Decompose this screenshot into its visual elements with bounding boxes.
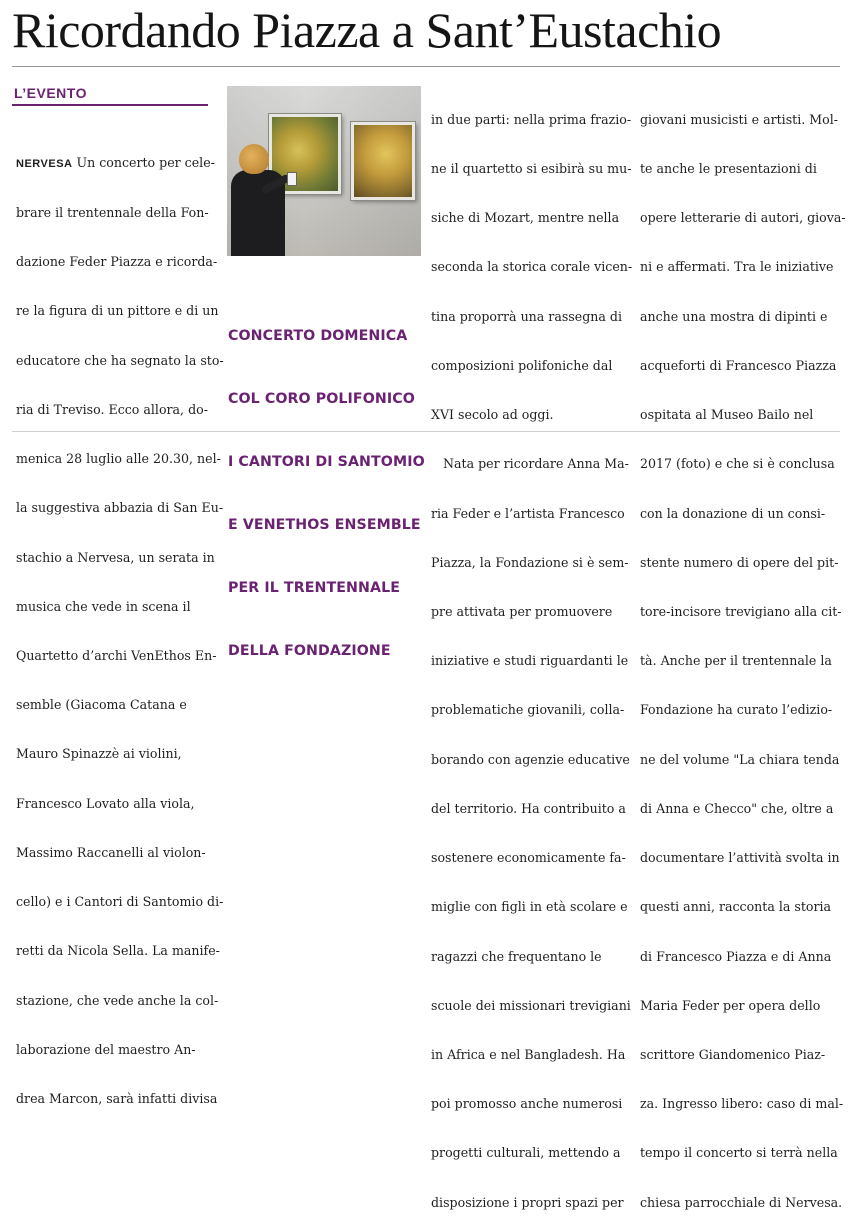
article-line: chiesa parrocchiale di Nervesa. [640, 1194, 843, 1210]
article-line: in Africa e nel Bangladesh. Ha [431, 1046, 626, 1062]
article-line-text: Un concerto per cele- [72, 154, 215, 170]
article-line: te anche le presentazioni di [640, 161, 817, 177]
article-column-1 [16, 122, 224, 1124]
pull-quote-line: CONCERTO DOMENICA [228, 328, 408, 344]
article-line: Francesco Lovato alla viola, [16, 795, 195, 811]
visitor-head [239, 144, 269, 174]
article-line: sostenere economicamente fa- [431, 850, 626, 866]
exhibition-photo [227, 86, 421, 256]
article-line: composizioni polifoniche dal [431, 357, 613, 373]
article-line: menica 28 luglio alle 20.30, nel- [16, 451, 221, 467]
article-line: brare il trentennale della Fon- [16, 205, 209, 221]
article-line: la suggestiva abbazia di San Eu- [16, 500, 224, 516]
article-line: problematiche giovanili, colla- [431, 702, 625, 718]
article-line: educatore che ha segnato la sto- [16, 352, 224, 368]
article-line: drea Marcon, sarà infatti divisa [16, 1090, 218, 1106]
article-line: stente numero di opere del pit- [640, 554, 839, 570]
article-line: Maria Feder per opera dello [640, 997, 821, 1013]
pull-quote-line: I CANTORI DI SANTOMIO [228, 454, 425, 470]
section-label: L’EVENTO [14, 85, 87, 101]
article-line: documentare l’attività svolta in [640, 850, 840, 866]
article-line: siche di Mozart, mentre nella [431, 210, 620, 226]
article-line: stazione, che vede anche la col- [16, 992, 219, 1008]
article-line: XVI secolo ad oggi. [431, 407, 554, 423]
article-line: cello) e i Cantori di Santomio di- [16, 894, 224, 910]
phone-icon [287, 172, 297, 186]
article-line: poi promosso anche numerosi [431, 1096, 623, 1112]
article-line: miglie con figli in età scolare e [431, 899, 628, 915]
headline: Ricordando Piazza a Sant’Eustachio [12, 2, 722, 58]
bottom-rule [12, 431, 840, 432]
article-line: pre attivata per promuovere [431, 604, 613, 619]
article-line: borando con agenzie educative [431, 751, 630, 767]
article-line: laborazione del maestro An- [16, 1041, 196, 1057]
article-line: con la donazione di un consi- [640, 505, 826, 521]
article-line: giovani musicisti e artisti. Mol- [640, 111, 839, 127]
article-line: semble (Giacoma Catana e [16, 697, 187, 713]
pull-quote [228, 284, 428, 683]
framed-painting [351, 122, 415, 200]
article-line: tempo il concerto si terrà nella [640, 1145, 838, 1161]
article-line: ospitata al Museo Bailo nel [640, 407, 814, 423]
article-line: Piazza, la Fondazione si è sem- [431, 554, 629, 570]
article-line: ne il quartetto si esibirà su mu- [431, 161, 632, 177]
article-line: in due parti: nella prima frazio- [431, 111, 632, 127]
article-line: questi anni, racconta la storia [640, 899, 832, 915]
article-line: ne del volume "La chiara tenda [640, 751, 840, 767]
article-line: ni e affermati. Tra le iniziative [640, 259, 834, 275]
article-line: acqueforti di Francesco Piazza [640, 357, 837, 373]
pull-quote-line: PER IL TRENTENNALE [228, 580, 401, 596]
article-line: di Anna e Checco" che, oltre a [640, 800, 834, 816]
headline-rule [12, 66, 840, 67]
article-line: retti da Nicola Sella. La manife- [16, 943, 220, 959]
article-line: Massimo Raccanelli al violon- [16, 844, 206, 860]
article-line: re la figura di un pittore e di un [16, 303, 219, 319]
article-line: Quartetto d’archi VenEthos En- [16, 648, 217, 663]
article-line: tore-incisore trevigiano alla cit- [640, 604, 842, 619]
article-line: seconda la storica corale vicen- [431, 259, 633, 275]
article-line: Nata per ricordare Anna Ma- [431, 456, 629, 472]
dateline: NERVESA [16, 157, 73, 170]
article-line: scuole dei missionari trevigiani [431, 997, 631, 1013]
article-line: opere letterarie di autori, giova- [640, 210, 846, 226]
section-header [12, 84, 208, 106]
article-line: tina proporrà una rassegna di [431, 308, 622, 324]
article-line: progetti culturali, mettendo a [431, 1145, 621, 1161]
article-line: Fondazione ha curato l’edizio- [640, 702, 833, 718]
article-line: dazione Feder Piazza e ricorda- [16, 254, 218, 270]
article-line: 2017 (foto) e che si è conclusa [640, 456, 835, 472]
article-line: scrittore Giandomenico Piaz- [640, 1046, 826, 1062]
article-line: del territorio. Ha contribuito a [431, 800, 626, 816]
article-line: anche una mostra di dipinti e [640, 308, 828, 324]
article-line: disposizione i propri spazi per [431, 1194, 624, 1210]
article-column-4 [640, 79, 846, 1227]
article-line: Mauro Spinazzè ai violini, [16, 746, 182, 762]
article-line: tà. Anche per il trentennale la [640, 653, 832, 669]
pull-quote-line: E VENETHOS ENSEMBLE [228, 517, 421, 533]
pull-quote-line: COL CORO POLIFONICO [228, 391, 415, 407]
article-line: iniziative e studi riguardanti le [431, 653, 629, 669]
article-line: za. Ingresso libero: caso di mal- [640, 1096, 844, 1112]
section-underline [12, 104, 208, 106]
pull-quote-line: DELLA FONDAZIONE [228, 643, 391, 659]
article-column-3 [431, 79, 632, 1227]
article-line: ria Feder e l’artista Francesco [431, 505, 625, 521]
article-line [16, 155, 224, 172]
article-line: ragazzi che frequentano le [431, 948, 602, 964]
article-line: stachio a Nervesa, un serata in [16, 549, 215, 565]
article-line: musica che vede in scena il [16, 598, 191, 614]
visitor-figure [231, 144, 289, 256]
article-line: di Francesco Piazza e di Anna [640, 948, 832, 964]
article-line: ria di Treviso. Ecco allora, do- [16, 401, 208, 417]
